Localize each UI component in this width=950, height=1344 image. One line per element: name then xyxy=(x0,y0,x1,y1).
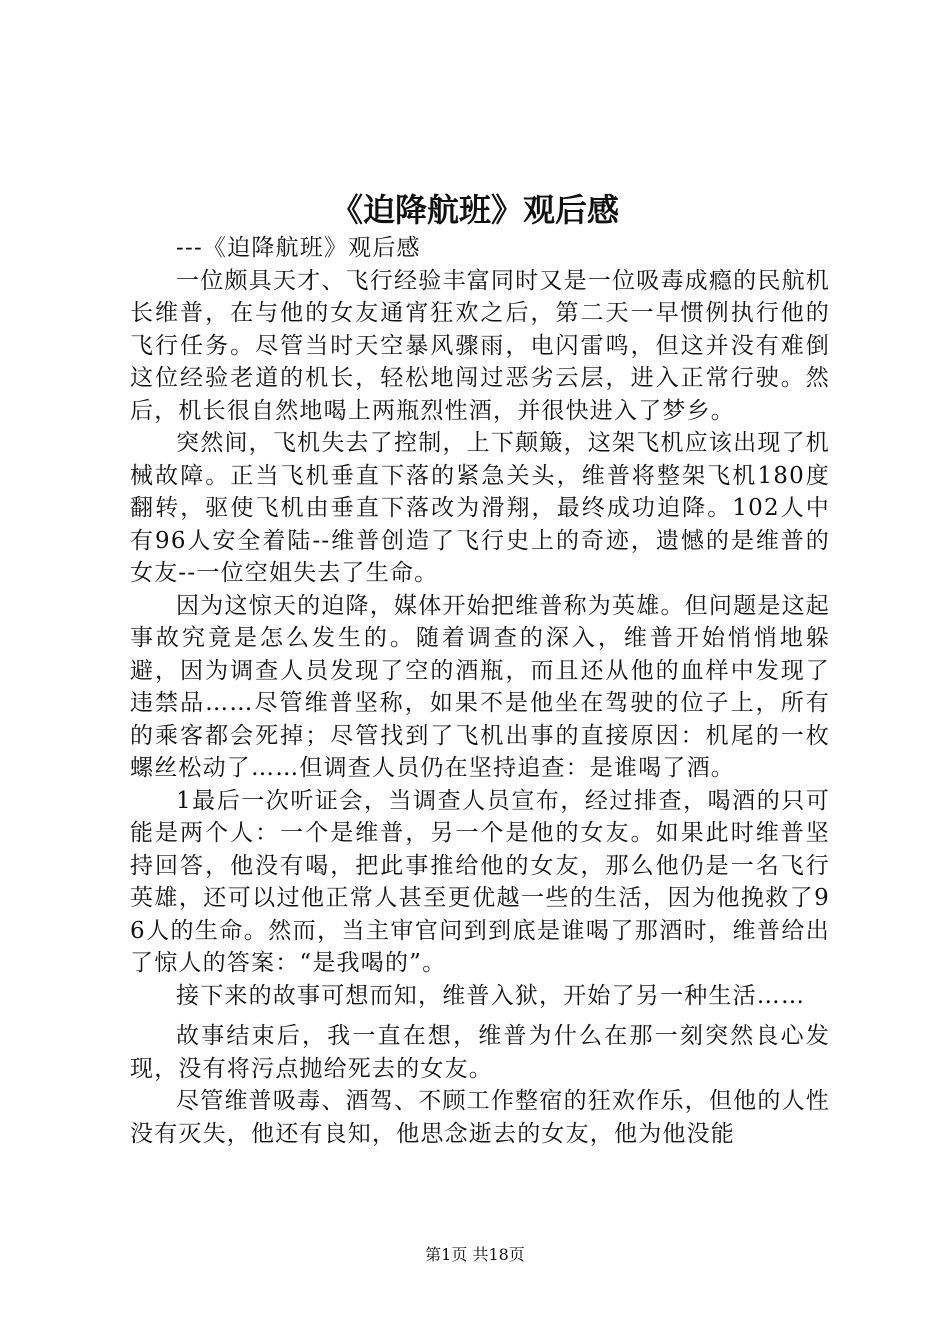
paragraph: 一位颇具天才、飞行经验丰富同时又是一位吸毒成瘾的民航机长维普，在与他的女友通宵狂欢之后，第二天一早惯例执行他的飞行任务。尽管当时天空暴风骤雨，电闪雷鸣，但这并没有难倒这位经验老道的机长，轻松地闯过恶劣云层，进入正常行驶。然后，机长很自然地喝上两瓶烈性酒，并很快进入了梦乡。 xyxy=(130,267,830,424)
paragraph: 接下来的故事可想而知，维普入狱，开始了另一种生活…… xyxy=(176,982,806,1009)
paragraph: 因为这惊天的迫降，媒体开始把维普称为英雄。但问题是这起事故究竟是怎么发生的。随着调查的深入，维普开始悄悄地躲避，因为调查人员发现了空的酒瓶，而且还从他的血样中发现了违禁品……尽管维普坚称，如果不是他坐在驾驶的位子上，所有的乘客都会死掉；尽管找到了飞机出事的直接原因：机尾的一枚螺丝松动了……但调查人员仍在坚持追查：是谁喝了酒。 xyxy=(130,592,830,781)
document-body xyxy=(130,232,830,1150)
paragraph: 1最后一次听证会，当调查人员宣布，经过排查，喝酒的只可能是两个人：一个是维普，另一个是他的女友。如果此时维普坚持回答，他没有喝，把此事推给他的女友，那么他仍是一名飞行英雄，还可以过他正常人甚至更优越一些的生活，因为他挽救了96人的生命。然而，当主审官问到到底是谁喝了那酒时，维普给出了惊人的答案：“是我喝的”。 xyxy=(130,787,830,976)
page-footer: 第1页 共18页 xyxy=(425,1245,525,1264)
subtitle-paragraph: ---《迫降航班》观后感 xyxy=(176,235,421,261)
paragraph: 尽管维普吸毒、酒驾、不顾工作整宿的狂欢作乐，但他的人性没有灭失，他还有良知，他思念逝去的女友，他为他没能 xyxy=(130,1088,830,1147)
paragraph: 故事结束后，我一直在想，维普为什么在那一刻突然良心发现，没有将污点抛给死去的女友。 xyxy=(130,1023,830,1082)
document-title: 《迫降航班》观后感 xyxy=(330,191,619,229)
paragraph: 突然间，飞机失去了控制，上下颠簸，这架飞机应该出现了机械故障。正当飞机垂直下落的紧急关头，维普将整架飞机180度翻转，驱使飞机由垂直下落改为滑翔，最终成功迫降。102人中有96人安全着陆--维普创造了飞行史上的奇迹，遗憾的是维普的女友--一位空姐失去了生命。 xyxy=(130,430,830,586)
